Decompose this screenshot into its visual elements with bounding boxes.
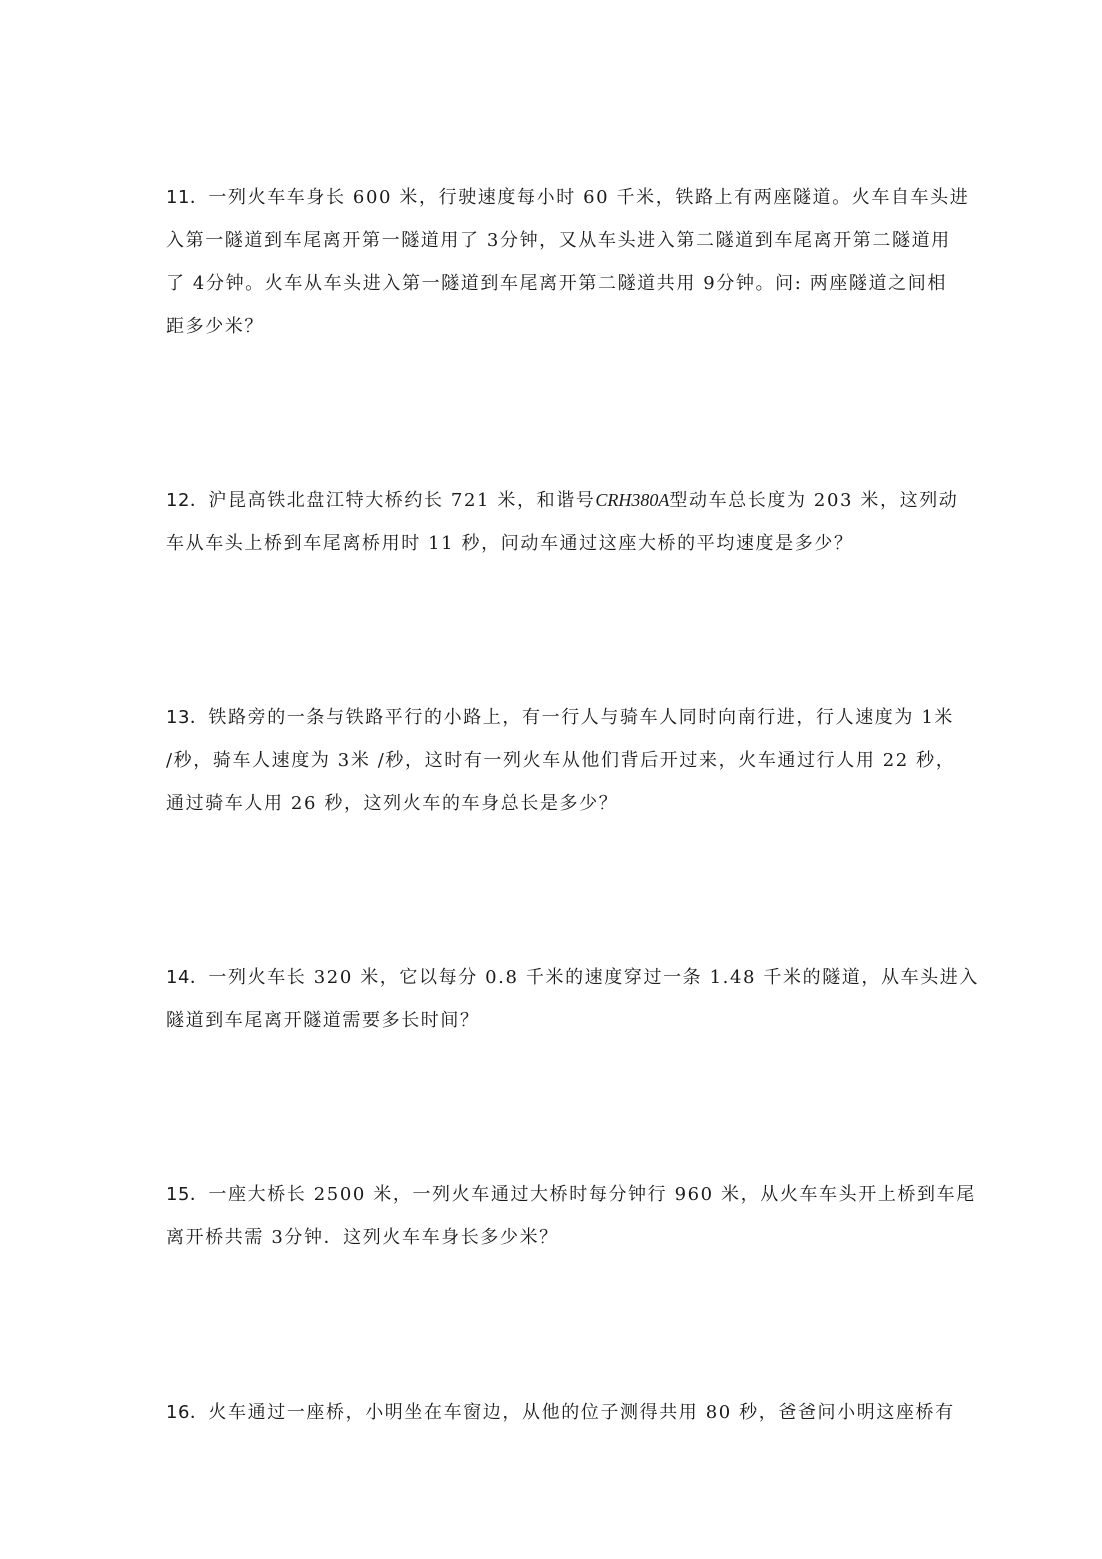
problem-number: 11． bbox=[166, 187, 209, 208]
problem-13-line-2: /秒，骑车人速度为 3米 /秒，这时有一列火车从他们背后开过来，火车通过行人用 22 秒， bbox=[166, 750, 956, 771]
problem-number: 14． bbox=[166, 967, 209, 988]
problem-13 bbox=[166, 696, 956, 825]
problem-15-line-2: 离开桥共需 3分钟．这列火车车身长多少米？ bbox=[166, 1227, 559, 1248]
problem-15 bbox=[166, 1173, 976, 1259]
problem-12 bbox=[166, 479, 959, 565]
problem-number: 12． bbox=[166, 490, 209, 511]
problem-11-line-4: 距多少米？ bbox=[166, 316, 264, 337]
problem-14 bbox=[166, 956, 979, 1042]
problem-11-line-2: 入第一隧道到车尾离开第一隧道用了 3分钟，又从车头进入第二隧道到车尾离开第二隧道用 bbox=[166, 230, 951, 251]
problem-16-line-1: 16．火车通过一座桥，小明坐在车窗边，从他的位子测得共用 80 秒，爸爸问小明这座桥有 bbox=[166, 1402, 955, 1423]
train-model: CRH380A bbox=[595, 490, 670, 510]
problem-11 bbox=[166, 176, 970, 348]
problem-14-line-2: 隧道到车尾离开隧道需要多长时间？ bbox=[166, 1010, 480, 1031]
problem-number: 15． bbox=[166, 1184, 209, 1205]
problem-13-line-3: 通过骑车人用 26 秒，这列火车的车身总长是多少？ bbox=[166, 793, 619, 814]
problem-11-line-1: 11．一列火车车身长 600 米，行驶速度每小时 60 千米，铁路上有两座隧道。火车自车头进 bbox=[166, 187, 970, 208]
problem-12-line-1: 12．沪昆高铁北盘江特大桥约长 721 米，和谐号CRH380A型动车总长度为 203 米，这列动 bbox=[166, 490, 959, 511]
problem-14-line-1: 14．一列火车长 320 米，它以每分 0.8 千米的速度穿过一条 1.48 千米的隧道，从车头进入 bbox=[166, 967, 979, 988]
problem-number: 13． bbox=[166, 707, 209, 728]
problem-11-line-3: 了 4分钟。火车从车头进入第一隧道到车尾离开第二隧道共用 9分钟。问: 两座隧道之间相 bbox=[166, 273, 947, 294]
problem-number: 16． bbox=[166, 1402, 209, 1423]
problem-13-line-1: 13．铁路旁的一条与铁路平行的小路上，有一行人与骑车人同时向南行进，行人速度为 1米 bbox=[166, 707, 954, 728]
problem-16 bbox=[166, 1391, 955, 1434]
problem-12-line-2: 车从车头上桥到车尾离桥用时 11 秒，问动车通过这座大桥的平均速度是多少？ bbox=[166, 533, 854, 554]
problem-15-line-1: 15．一座大桥长 2500 米，一列火车通过大桥时每分钟行 960 米，从火车车头开上桥到车尾 bbox=[166, 1184, 976, 1205]
